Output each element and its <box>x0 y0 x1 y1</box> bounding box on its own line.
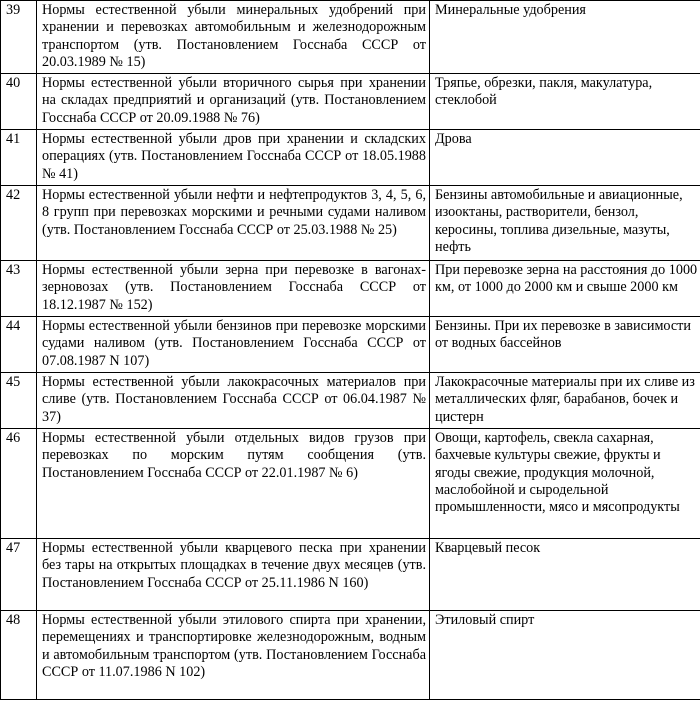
row-number: 43 <box>1 261 37 317</box>
row-number: 47 <box>1 539 37 611</box>
table-row <box>1 261 700 317</box>
norm-title: Нормы естественной убыли бензинов при перевозке морскими судами наливом (утв. Постановлением Госснаба СССР от 07.08.1987 N 107) <box>37 317 430 373</box>
row-number: 44 <box>1 317 37 373</box>
norm-title: Нормы естественной убыли дров при хранении и складских операциях (утв. Постановлением Госснаба СССР от 18.05.1988 № 41) <box>37 130 430 186</box>
norm-scope: При перевозке зерна на расстояния до 1000 км, от 1000 до 2000 км и свыше 2000 км <box>430 261 700 317</box>
norm-title: Нормы естественной убыли минеральных удобрений при хранении и перевозках автомобильным и железнодорожным транспортом (утв. Постановлением Госснаба СССР от 20.03.1989 № 15) <box>37 1 430 74</box>
norm-title: Нормы естественной убыли вторичного сырья при хранении на складах предприятий и организаций (утв. Постановлением Госснаба СССР от 20.09.1988 № 76) <box>37 74 430 130</box>
table-row <box>1 130 700 186</box>
norm-scope: Лакокрасочные материалы при их сливе из металлических фляг, барабанов, бочек и цистерн <box>430 373 700 429</box>
table-row <box>1 429 700 539</box>
row-number: 41 <box>1 130 37 186</box>
row-number: 39 <box>1 1 37 74</box>
table-row <box>1 317 700 373</box>
norm-scope: Дрова <box>430 130 700 186</box>
table-row <box>1 611 700 700</box>
row-number: 48 <box>1 611 37 700</box>
norm-title: Нормы естественной убыли отдельных видов грузов при перевозках по морским путям сообщения (утв. Постановлением Госснаба СССР от 22.01.1987 № 6) <box>37 429 430 539</box>
norm-scope: Овощи, картофель, свекла сахарная, бахчевые культуры свежие, фрукты и ягоды свежие, продукция молочной, маслобойной и сыродельной промышленности, мясо и мясопродукты <box>430 429 700 539</box>
table-row <box>1 539 700 611</box>
table-row <box>1 186 700 261</box>
table-row <box>1 373 700 429</box>
norm-title: Нормы естественной убыли нефти и нефтепродуктов 3, 4, 5, 6, 8 групп при перевозках морскими и речными судами наливом (утв. Постановлением Госснаба СССР от 25.03.1988 № 25) <box>37 186 430 261</box>
row-number: 40 <box>1 74 37 130</box>
norm-scope: Этиловый спирт <box>430 611 700 700</box>
norm-title: Нормы естественной убыли этилового спирта при хранении, перемещениях и транспортировке железнодорожным, водным и автомобильным транспортом (утв. Постановлением Госснаба СССР от 11.07.1986 N 102) <box>37 611 430 700</box>
norm-scope: Минеральные удобрения <box>430 1 700 74</box>
norm-scope: Бензины. При их перевозке в зависимости от водных бассейнов <box>430 317 700 373</box>
norm-scope: Кварцевый песок <box>430 539 700 611</box>
row-number: 46 <box>1 429 37 539</box>
norm-title: Нормы естественной убыли лакокрасочных материалов при сливе (утв. Постановлением Госснаба СССР от 06.04.1987 № 37) <box>37 373 430 429</box>
norm-title: Нормы естественной убыли кварцевого песка при хранении без тары на открытых площадках в течение двух месяцев (утв. Постановлением Госснаба СССР от 25.11.1986 N 160) <box>37 539 430 611</box>
table-row <box>1 1 700 74</box>
norm-title: Нормы естественной убыли зерна при перевозке в вагонах-зерновозах (утв. Постановлением Госснаба СССР от 18.12.1987 № 152) <box>37 261 430 317</box>
table-row <box>1 74 700 130</box>
norm-scope: Бензины автомобильные и авиационные, изооктаны, растворители, бензол, керосины, топлива дизельные, мазуты, нефть <box>430 186 700 261</box>
norm-scope: Тряпье, обрезки, пакля, макулатура, стеклобой <box>430 74 700 130</box>
row-number: 45 <box>1 373 37 429</box>
row-number: 42 <box>1 186 37 261</box>
